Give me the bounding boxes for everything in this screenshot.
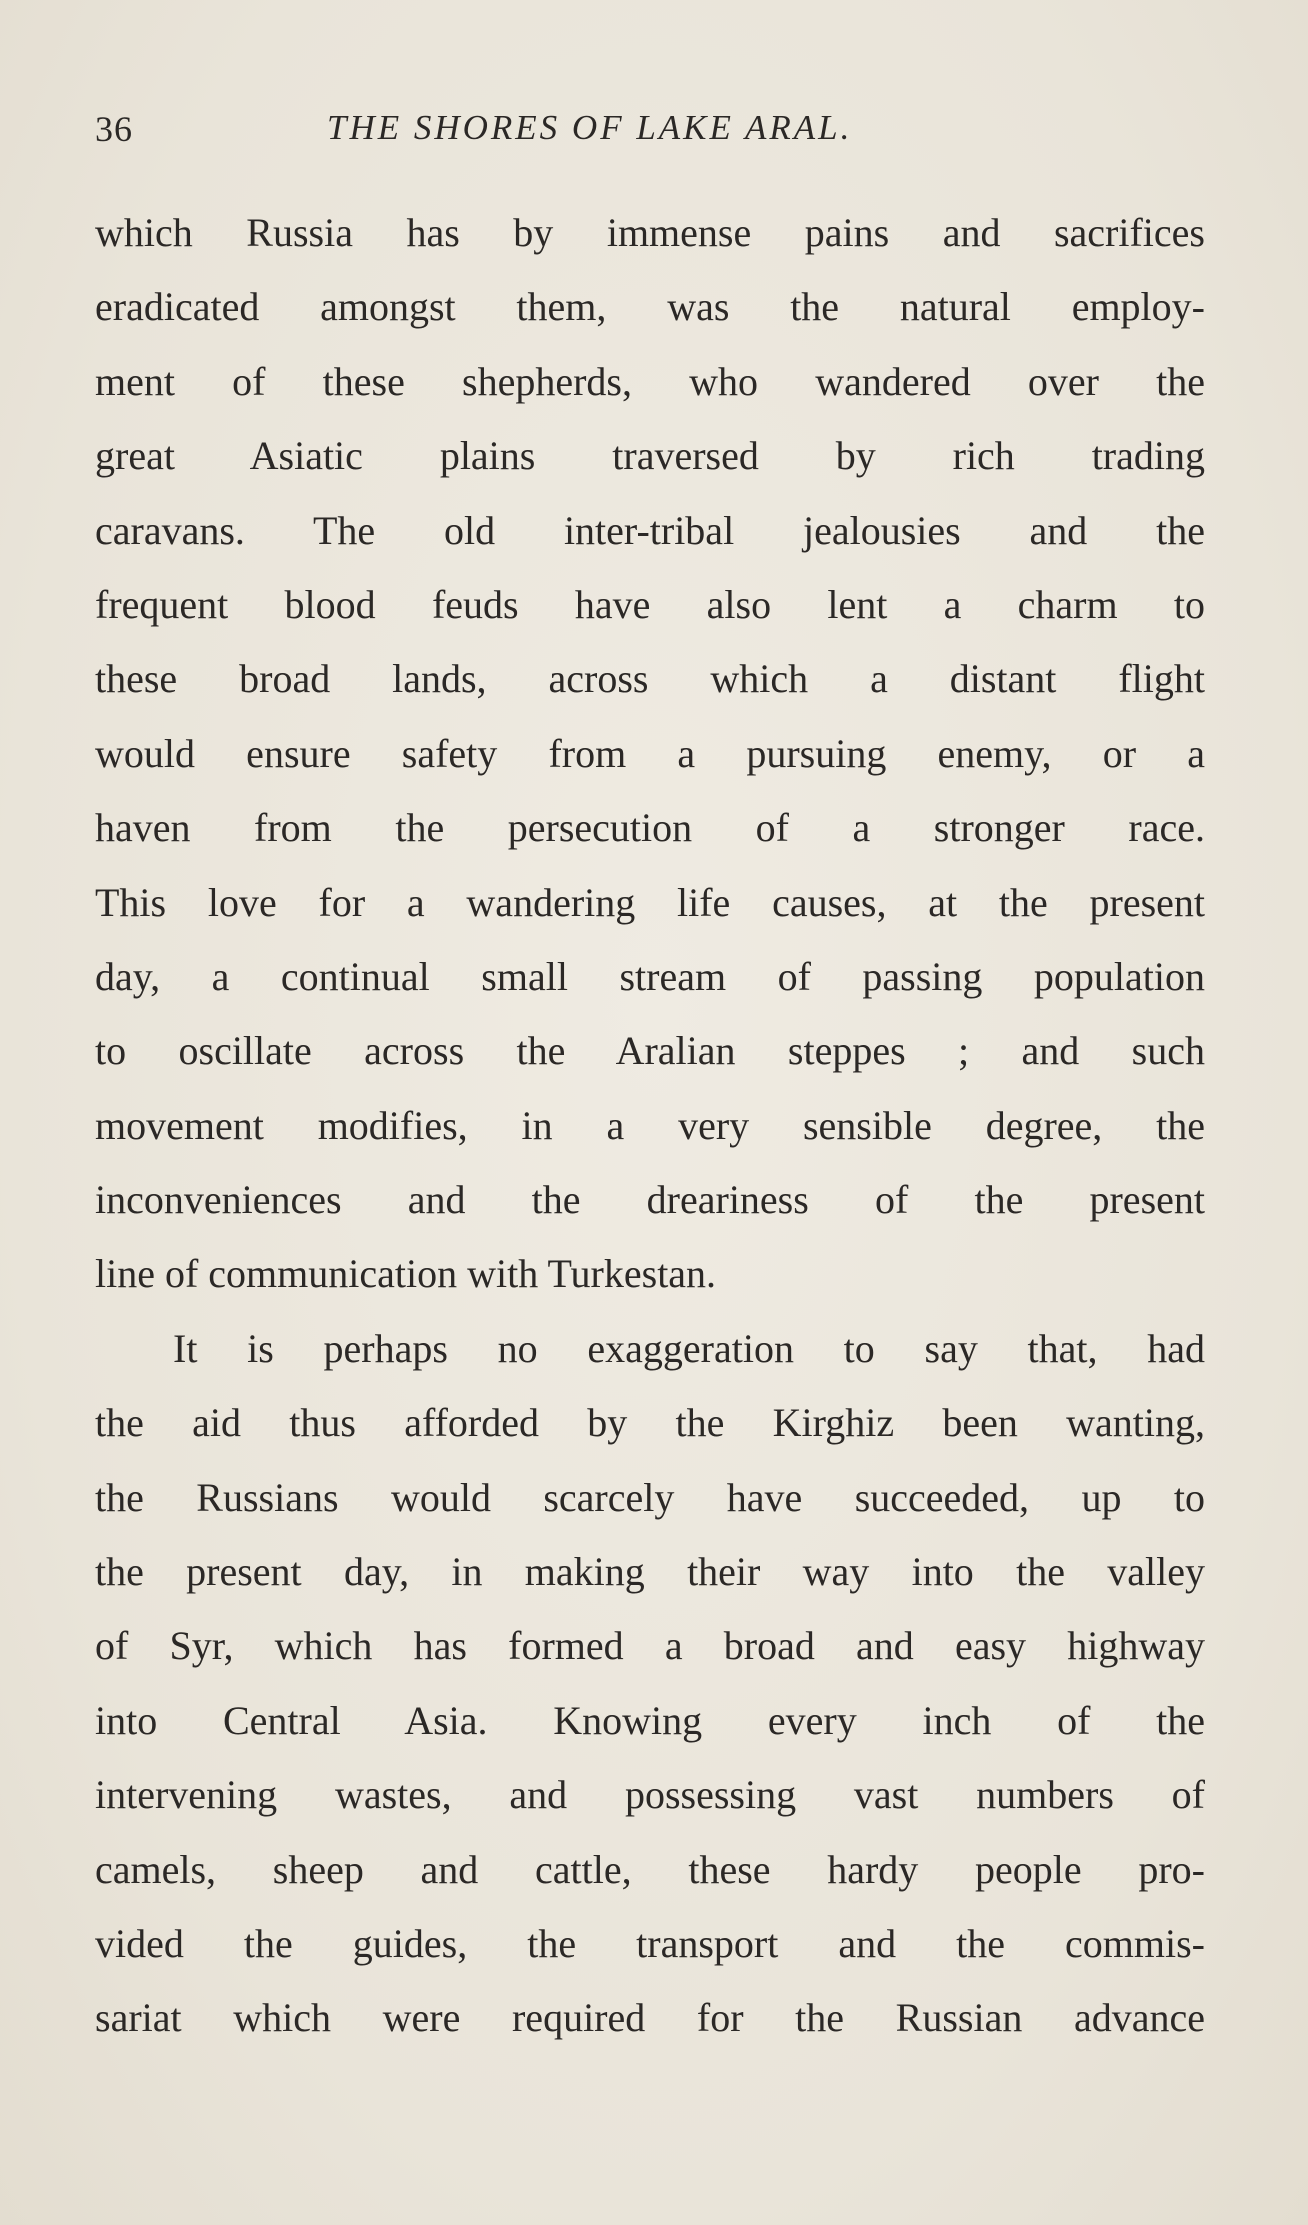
text-line: the aid thus afforded by the Kirghiz been wanting, — [95, 1400, 1205, 1446]
text-line: This love for a wandering life causes, at the present — [95, 879, 1205, 925]
running-header — [95, 108, 1205, 160]
text-line: inconveniences and the dreariness of the present — [95, 1177, 1205, 1223]
text-line: frequent blood feuds have also lent a charm to — [95, 581, 1205, 627]
text-line: line of communication with Turkestan. — [95, 1251, 717, 1297]
text-line: movement modifies, in a very sensible degree, the — [95, 1102, 1205, 1148]
body-text — [95, 196, 1205, 2056]
text-line: of Syr, which has formed a broad and easy highway — [95, 1623, 1205, 1669]
text-line: intervening wastes, and possessing vast numbers of — [95, 1772, 1205, 1818]
text-line: haven from the persecution of a stronger race. — [95, 805, 1205, 851]
text-line: the present day, in making their way into the valley — [95, 1549, 1205, 1595]
text-line: which Russia has by immense pains and sacrifices — [95, 210, 1205, 255]
text-line: to oscillate across the Aralian steppes ; and such — [95, 1028, 1205, 1074]
text-line: It is perhaps no exaggeration to say that, had — [173, 1325, 1205, 1371]
running-title: THE SHORES OF LAKE ARAL. — [327, 108, 853, 147]
text-line: camels, sheep and cattle, these hardy people pro- — [95, 1846, 1205, 1892]
paragraph — [95, 196, 1205, 1312]
text-line: into Central Asia. Knowing every inch of the — [95, 1697, 1205, 1743]
page-number: 36 — [95, 109, 133, 149]
text-line: eradicated amongst them, was the natural employ- — [95, 284, 1205, 330]
text-line: vided the guides, the transport and the commis- — [95, 1920, 1205, 1966]
text-line: day, a continual small stream of passing population — [95, 953, 1205, 999]
paragraph — [95, 1312, 1205, 2056]
text-line: sariat which were required for the Russian advance — [95, 1995, 1205, 2041]
text-line: ment of these shepherds, who wandered over the — [95, 358, 1205, 404]
text-line: these broad lands, across which a distant flight — [95, 656, 1205, 702]
text-line: the Russians would scarcely have succeeded, up to — [95, 1474, 1205, 1520]
text-line: caravans. The old inter-tribal jealousies and the — [95, 507, 1205, 553]
text-line: would ensure safety from a pursuing enemy, or a — [95, 730, 1205, 776]
text-line: great Asiatic plains traversed by rich trading — [95, 433, 1205, 479]
